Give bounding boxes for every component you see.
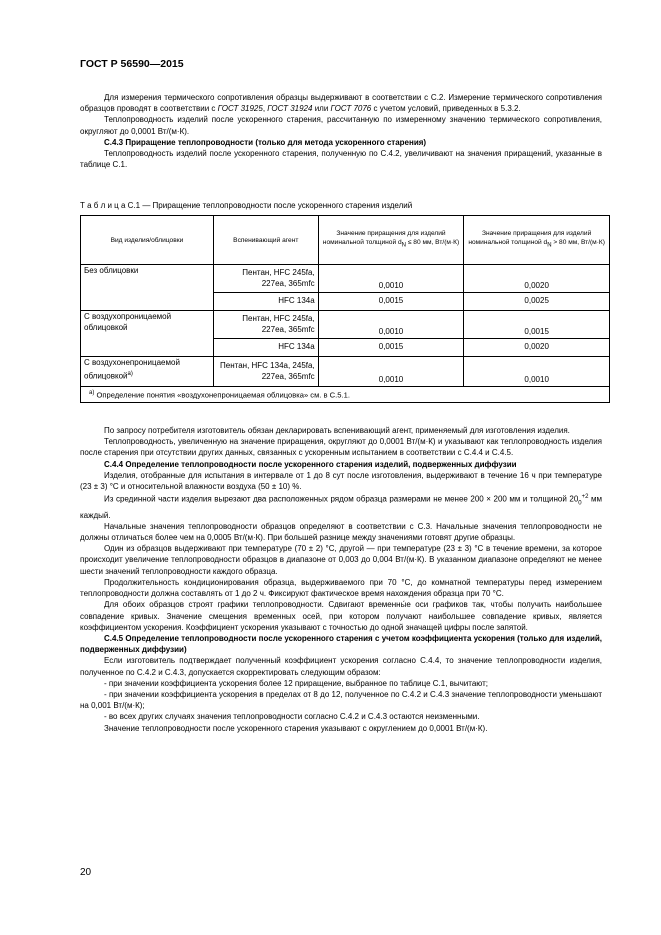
col-header-small — [318, 216, 464, 265]
footnote-mark: a) — [89, 390, 95, 396]
paragraph: Начальные значения теплопроводности образцов определяют в соответствии с С.3. Начальные значения теплопроводности не должны отличаться более чем на 0,0005 Вт/(м·К). При большей разнице между значениями готовят другие образцы. — [80, 521, 602, 543]
section-heading-c44: С.4.4 Определение теплопроводности после ускоренного старения изделий, подверженных диффузии — [104, 459, 517, 469]
agent-cell: Пентан, HFC 134a, 245fa, 227ea, 365mfc — [213, 357, 318, 387]
paragraph: Для обоих образцов строят графики теплопроводности. Сдвигают временны́е оси графиков так, чтобы получить наибольшее совпадение кривых. Значение смещения временных осей, при котором получают наибольшее совпадение кривых, является коэффициентом ускорения. Коэффициент ускорения указывают с точностью до одной значащей цифры после запятой. — [80, 600, 602, 632]
value-cell: 0,0015 — [318, 339, 464, 357]
intro-section — [80, 92, 602, 170]
superscript: +2 — [581, 494, 589, 501]
col-header-product: Вид изделия/облицовки — [81, 216, 214, 265]
product-cell: С воздухопроницаемой облицовкой — [81, 311, 214, 357]
table-footnote-row — [81, 387, 610, 403]
text: Из срединной части изделия вырезают два расположенных рядом образца размерами не менее 200 × 200 мм и толщиной 20 — [104, 494, 579, 504]
paragraph: Теплопроводность изделий после ускоренного старения, полученную по С.4.2, увеличивают на значения приращений, указанные в таблице С.1. — [80, 149, 602, 170]
subscript: N — [547, 242, 552, 249]
section-heading-c45: С.4.5 Определение теплопроводности после ускоренного старения с учетом коэффициента ускорения (только для изделий, подверженных диффузии) — [80, 633, 602, 655]
value-cell: 0,0010 — [464, 357, 610, 387]
main-section — [80, 425, 602, 734]
paragraph: Один из образцов выдерживают при температуре (70 ± 2) °С, другой — при температуре (23 ± 3) °С в течение времени, за которое происходит увеличение теплопроводности образцов в диапазоне от 0,003 до 0,004 Вт/(м·К). В указанном диапазоне определяют не менее шести значений теплопроводности каждого образца. — [80, 544, 602, 576]
header-text: Значение приращения для изделий номинальной толщиной d — [322, 230, 446, 247]
value-cell: 0,0015 — [318, 293, 464, 311]
value-cell: 0,0020 — [464, 265, 610, 293]
list-item: - во всех других случаях значения теплопроводности согласно С.4.2 и С.4.3 остаются неизменными. — [104, 712, 480, 722]
text: или — [312, 104, 331, 114]
header-text: > 80 мм, Вт/(м·К) — [551, 239, 605, 247]
table-header-row — [81, 216, 610, 265]
table-row — [81, 265, 610, 293]
section-heading-c43: С.4.3 Приращение теплопроводности (только для метода ускоренного старения) — [104, 137, 427, 147]
col-header-large — [464, 216, 610, 265]
list-item: - при значении коэффициента ускорения более 12 приращение, выбранное по таблице С.1, вычитают; — [104, 678, 489, 688]
table-footnote — [81, 387, 610, 403]
text: Для измерения термического сопротивления образцы выдерживают в соответствии с С.2. Измерение термического сопротивления образцов проводят в соответствии с — [80, 93, 602, 114]
value-cell: 0,0010 — [318, 265, 464, 293]
list-item: - при значении коэффициента ускорения в пределах от 8 до 12, полученное по С.4.2 и С.4.3 значение теплопроводности уменьшают на 0,001 Вт/(м·К); — [80, 689, 602, 711]
subscript: 0 — [578, 500, 582, 507]
paragraph: Продолжительность кондиционирования образца, выдерживаемого при 70 °С, до комнатной температуры перед измерением теплопроводности должна составлять от 1 до 2 ч. Фиксируют фактическое время нахождения образца при 70 °С. — [80, 577, 602, 599]
gost-reference: ГОСТ 31925 — [217, 104, 263, 114]
paragraph: Если изготовитель подтверждает полученный коэффициент ускорения согласно С.4.4, то значение теплопроводности изделия, полученное по С.4.2 и С.4.3, допускается скорректировать следующим образом: — [80, 656, 602, 677]
text: мм каждый. — [80, 494, 602, 520]
text: , — [262, 104, 268, 114]
paragraph — [80, 492, 602, 521]
paragraph: Изделия, отобранные для испытания в интервале от 1 до 8 сут после изготовления, выдерживают в течение 16 ч при температуре (23 ± 3) °С и относительной влажности воздуха (50 ± 10) %. — [80, 470, 602, 492]
agent-cell: Пентан, HFC 245fa, 227ea, 365mfc — [213, 265, 318, 293]
gost-reference: ГОСТ 7076 — [330, 104, 372, 114]
paragraph — [80, 92, 602, 114]
text: с учетом условий, приведенных в 5.3.2. — [371, 104, 521, 114]
product-cell — [81, 357, 214, 387]
increment-table — [80, 215, 610, 403]
header-text: Значение приращения для изделий номинальной толщиной d — [468, 230, 592, 247]
paragraph: Теплопроводность изделий после ускоренного старения, рассчитанную по измеренному значению термического сопротивления, округляют до 0,0001 Вт/(м·К). — [80, 115, 602, 136]
value-cell: 0,0015 — [464, 311, 610, 339]
header-text: ≤ 80 мм, Вт/(м·К) — [406, 239, 460, 247]
product-cell: Без облицовки — [81, 265, 214, 311]
table-row — [81, 311, 610, 339]
footnote-text: Определение понятия «воздухонепроницаемая облицовка» см. в С.5.1. — [94, 390, 350, 400]
value-cell: 0,0025 — [464, 293, 610, 311]
table-caption: Т а б л и ц а С.1 — Приращение теплопроводности после ускоренного старения изделий — [80, 201, 413, 210]
page-number: 20 — [80, 867, 92, 878]
agent-cell: HFC 134a — [213, 339, 318, 357]
gost-reference: ГОСТ 31924 — [267, 104, 313, 114]
value-cell: 0,0020 — [464, 339, 610, 357]
agent-cell: HFC 134a — [213, 293, 318, 311]
paragraph: Значение теплопроводности после ускоренного старения указывают с округлением до 0,0001 Вт/(м·К). — [104, 723, 488, 733]
col-header-agent: Вспенивающий агент — [213, 216, 318, 265]
footnote-mark: a) — [127, 370, 133, 377]
document-header: ГОСТ Р 56590—2015 — [80, 58, 184, 70]
product-text: С воздухонепроницаемой облицовкой — [84, 358, 180, 381]
subscript: N — [401, 242, 406, 249]
table-row — [81, 357, 610, 387]
paragraph: По запросу потребителя изготовитель обязан декларировать вспенивающий агент, применяемый для изготовления изделия. — [104, 426, 570, 435]
value-cell: 0,0010 — [318, 311, 464, 339]
value-cell: 0,0010 — [318, 357, 464, 387]
agent-cell: Пентан, HFC 245fa, 227ea, 365mfc — [213, 311, 318, 339]
paragraph: Теплопроводность, увеличенную на значение приращения, округляют до 0,0001 Вт/(м·К) и указывают как теплопроводность изделия после старения при отсутствии других данных, связанных с ускоренным испытанием в соответствии с С.4.4 и С.4.5. — [80, 437, 602, 458]
